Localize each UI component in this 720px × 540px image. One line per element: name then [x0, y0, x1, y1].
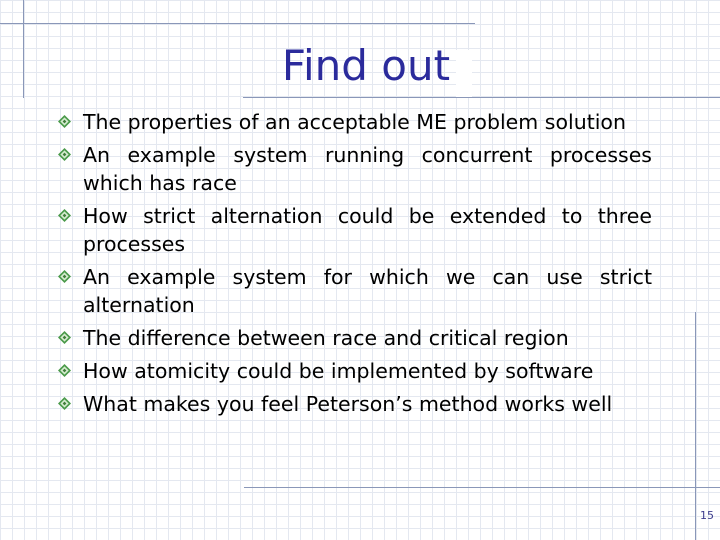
bullet-item — [56, 108, 652, 136]
bullet-text: An example system running concurrent processes which has race — [83, 143, 652, 195]
bullet-text: What makes you feel Peterson’s method works well — [83, 392, 613, 416]
title-underline — [243, 97, 720, 98]
green-diamond-bullet-icon — [58, 148, 71, 161]
bullet-item — [56, 357, 652, 385]
frame-line-right — [695, 312, 696, 540]
bullet-text: How atomicity could be implemented by software — [83, 359, 594, 383]
bullet-text: An example system for which we can use strict alternation — [83, 265, 652, 317]
bullet-text: How strict alternation could be extended to three processes — [83, 204, 652, 256]
green-diamond-bullet-icon — [58, 364, 71, 377]
frame-line-bottom — [244, 487, 720, 488]
frame-line-top — [0, 23, 475, 24]
green-diamond-bullet-icon — [58, 209, 71, 222]
bullet-item — [56, 390, 652, 418]
bullet-text: The difference between race and critical region — [83, 326, 569, 350]
slide-title: Find out — [281, 41, 451, 90]
page-number: 15 — [700, 509, 714, 522]
bullet-item — [56, 202, 652, 258]
green-diamond-bullet-icon — [58, 115, 71, 128]
bullet-list — [56, 108, 652, 423]
bullet-item — [56, 324, 652, 352]
bullet-item — [56, 141, 652, 197]
bullet-text: The properties of an acceptable ME problem solution — [83, 110, 626, 134]
bullet-item — [56, 263, 652, 319]
green-diamond-bullet-icon — [58, 397, 71, 410]
green-diamond-bullet-icon — [58, 270, 71, 283]
green-diamond-bullet-icon — [58, 331, 71, 344]
